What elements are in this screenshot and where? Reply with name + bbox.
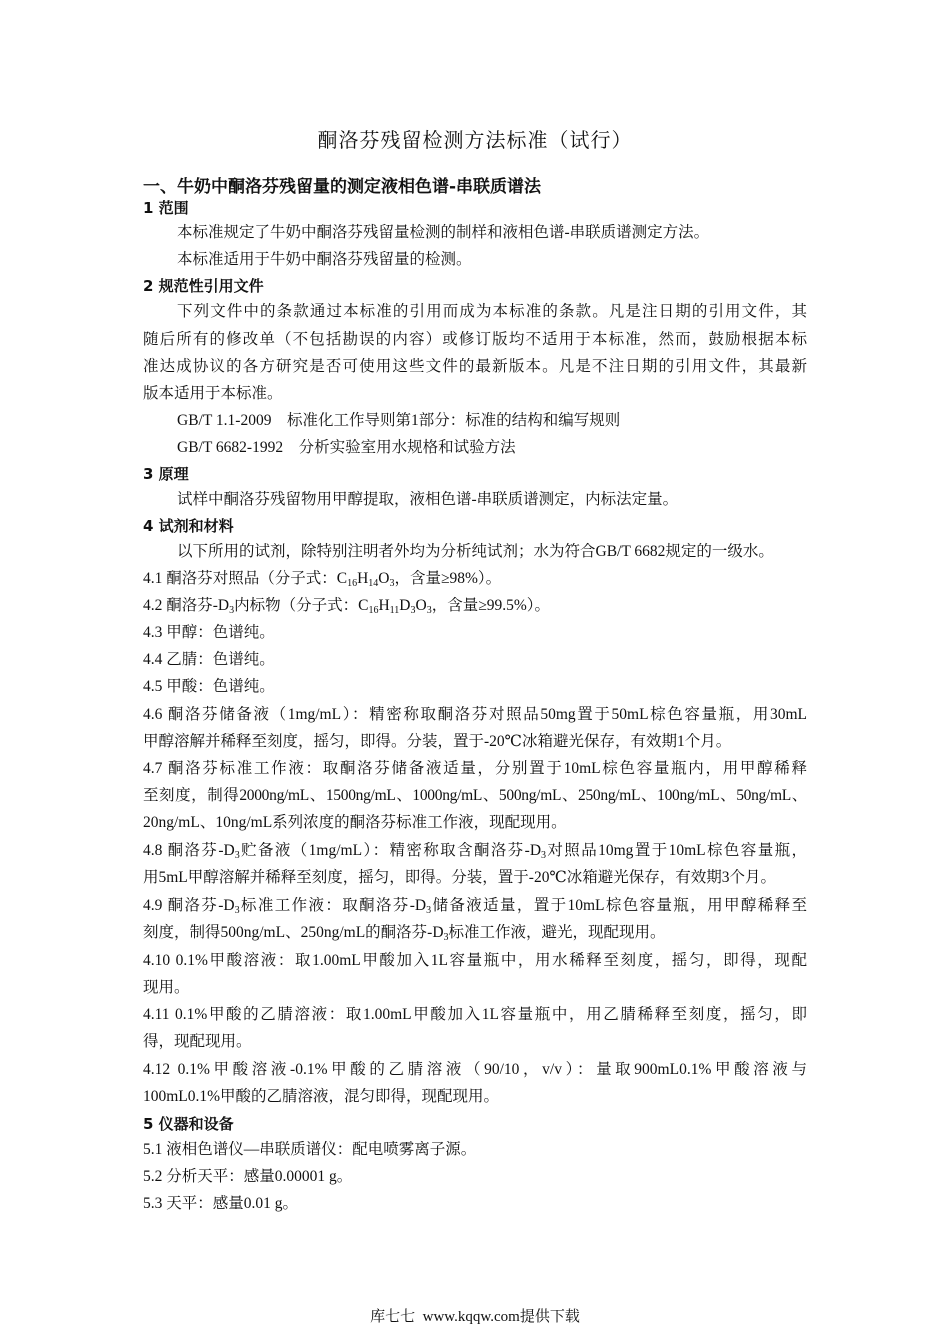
page-title: 酮洛芬残留检测方法标准（试行） — [317, 128, 633, 152]
references-line-4: 版本适用于本标准。 — [143, 385, 283, 402]
footer-download-notice: 库七七 www.kqqw.com提供下载 — [370, 1309, 580, 1325]
item-4-9-line-1: 4.9 酮洛芬$-D_3$标准工作液：取酮洛芬$-D_3$储备液适量，置于10mL棕色容量瓶，用甲醇稀释至 — [143, 897, 807, 916]
item-4-8-line-1: 4.8 酮洛芬$-D_3$贮备液（1mg/mL）：精密称取含酮洛芬$-D_3$对照品10mg置于10mL棕色容量瓶， — [143, 842, 807, 861]
reference-gbt-1-1: GB/T 1.1-2009 标准化工作导则第1部分：标准的结构和编写规则 — [177, 412, 621, 429]
item-4-1: 4.1 酮洛芬对照品（分子式：$C_{16}H_{14}O_3$，含量≥98%）。 — [143, 570, 502, 589]
item-4-3: 4.3 甲醇：色谱纯。 — [143, 624, 275, 641]
item-4-7-line-3: 20ng/mL、10ng/mL系列浓度的酮洛芬标准工作液，现配现用。 — [143, 814, 567, 831]
item-4-10-line-1: 4.10 0.1%甲酸溶液：取1.00mL甲酸加入1L容量瓶中，用水稀释至刻度，摇匀，即得，现配 — [143, 952, 807, 969]
item-4-8-line-2: 用5mL甲醇溶解并稀释至刻度，摇匀，即得。分装，置于-20℃冰箱避光保存，有效期3个月。 — [143, 869, 777, 886]
heading-principle: 3 原理 — [143, 465, 189, 483]
heading-reagents: 4 试剂和材料 — [143, 517, 234, 535]
scope-paragraph-1: 本标准规定了牛奶中酮洛芬残留量检测的制样和液相色谱-串联质谱测定方法。 — [177, 224, 710, 241]
item-4-4: 4.4 乙腈：色谱纯。 — [143, 651, 275, 668]
item-4-12-line-2: 100mL0.1%甲酸的乙腈溶液，混匀即得，现配现用。 — [143, 1088, 500, 1105]
item-4-9-line-2: 刻度，制得500ng/mL、250ng/mL的酮洛芬$-D_3$标准工作液，避光，现配现用。 — [143, 924, 666, 943]
item-4-6-line-1: 4.6 酮洛芬储备液（1mg/mL）：精密称取酮洛芬对照品50mg置于50mL棕色容量瓶，用30mL — [143, 706, 807, 723]
item-4-6-line-2: 甲醇溶解并稀释至刻度，摇匀，即得。分装，置于-20℃冰箱避光保存，有效期1个月。 — [143, 733, 732, 750]
item-5-3: 5.3 天平：感量0.01 g。 — [143, 1195, 299, 1212]
principle-paragraph: 试样中酮洛芬残留物用甲醇提取，液相色谱-串联质谱测定，内标法定量。 — [177, 491, 679, 508]
heading-apparatus: 5 仪器和设备 — [143, 1115, 234, 1133]
item-4-7-line-2: 至刻度，制得2000ng/mL、1500ng/mL、1000ng/mL、500ng/mL、250ng/mL、100ng/mL、50ng/mL、 — [143, 787, 807, 804]
item-4-5: 4.5 甲酸：色谱纯。 — [143, 678, 275, 695]
reference-gbt-6682: GB/T 6682-1992 分析实验室用水规格和试验方法 — [177, 439, 516, 456]
item-4-7-line-1: 4.7 酮洛芬标准工作液：取酮洛芬储备液适量，分别置于10mL棕色容量瓶内，用甲醇稀释 — [143, 760, 807, 777]
item-4-11-line-2: 得，现配现用。 — [143, 1033, 252, 1050]
item-4-2: 4.2 酮洛芬$-D_3$内标物（分子式：$C_{16}H_{11}D_3O_3$，含量≥99.5%）。 — [143, 597, 550, 616]
scope-paragraph-2: 本标准适用于牛奶中酮洛芬残留量的检测。 — [177, 251, 472, 268]
heading-normative-references: 2 规范性引用文件 — [143, 277, 264, 295]
item-4-10-line-2: 现用。 — [143, 979, 190, 996]
item-5-2: 5.2 分析天平：感量0.00001 g。 — [143, 1168, 353, 1185]
references-line-2: 随后所有的修改单（不包括勘误的内容）或修订版均不适用于本标准，然而，鼓励根据本标 — [143, 331, 807, 348]
item-5-1: 5.1 液相色谱仪—串联质谱仪：配电喷雾离子源。 — [143, 1141, 477, 1158]
reagents-intro: 以下所用的试剂，除特别注明者外均为分析纯试剂；水为符合GB/T 6682规定的一级水。 — [177, 543, 774, 560]
item-4-11-line-1: 4.11 0.1%甲酸的乙腈溶液：取1.00mL甲酸加入1L容量瓶中，用乙腈稀释至刻度，摇匀，即 — [143, 1006, 807, 1023]
heading-scope: 1 范围 — [143, 199, 189, 217]
references-line-3: 准达成协议的各方研究是否可使用这些文件的最新版本。凡是不注日期的引用文件，其最新 — [143, 358, 807, 375]
section-title: 一、牛奶中酮洛芬残留量的测定液相色谱-串联质谱法 — [143, 177, 542, 197]
item-4-12-line-1: 4.12 0.1%甲酸溶液-0.1%甲酸的乙腈溶液（90/10，v/v）：量取900mL0.1%甲酸溶液与 — [143, 1061, 807, 1078]
references-line-1: 下列文件中的条款通过本标准的引用而成为本标准的条款。凡是注日期的引用文件，其 — [177, 303, 807, 320]
